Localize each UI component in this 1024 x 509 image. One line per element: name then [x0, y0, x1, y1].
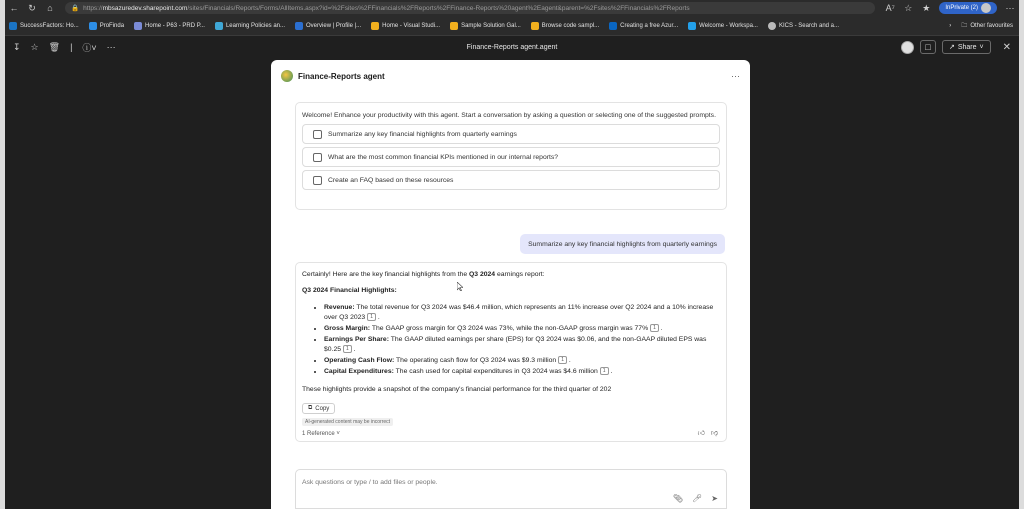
copy-button[interactable]	[302, 403, 335, 414]
inprivate-badge[interactable]	[939, 2, 997, 14]
comment-icon[interactable]: □	[920, 40, 936, 54]
item-term: Earnings Per Share:	[324, 336, 389, 343]
list-item: • Gross Margin: The GAAP gross margin for Q3 2024 was 73%, while the non-GAAP gross margin was 77% 1 .	[324, 324, 720, 334]
url-path: /sites/Financials/Reports/Forms/AllItems.aspx?id=%2Fsites%2FFinancials%2FReports%2FFinance-Reports%20agent%2Eagent&parent=%2Fsites%2FFinancials%2FReports	[187, 4, 690, 12]
favorite-item[interactable]	[215, 22, 285, 30]
profile-avatar-icon	[981, 3, 991, 13]
favorite-item[interactable]	[295, 22, 361, 30]
suggested-prompt[interactable]	[302, 170, 720, 190]
refresh-icon[interactable]: ↻	[28, 2, 36, 13]
citation-marker[interactable]: 1	[367, 313, 376, 321]
favorite-item[interactable]	[89, 22, 124, 30]
favorite-star-icon[interactable]: ☆	[904, 2, 913, 13]
prompt-icon	[313, 153, 322, 162]
item-text: The GAAP gross margin for Q3 2024 was 73%, while the non-GAAP gross margin was 77%	[370, 325, 649, 332]
close-icon[interactable]: ✕	[1002, 41, 1011, 53]
favorite-item[interactable]	[371, 22, 440, 30]
copy-label: Copy	[315, 405, 330, 412]
share-label: Share	[957, 43, 977, 51]
highlights-list	[324, 303, 720, 377]
prompt-label: Summarize any key financial highlights from quarterly earnings	[328, 130, 517, 138]
list-item: • Earnings Per Share: The GAAP diluted earnings per share (EPS) for Q3 2024 was $0.06, and the non-GAAP diluted EPS was $0.25 1 .	[324, 335, 720, 355]
agent-name: Finance-Reports agent	[298, 71, 385, 81]
favorite-item-label: Learning Policies an...	[225, 22, 286, 29]
info-icon[interactable]: ⓘ˅	[82, 42, 97, 53]
suggested-prompt[interactable]	[302, 124, 720, 144]
more-icon[interactable]: ⋯	[106, 41, 116, 52]
intro-suffix: earnings report:	[495, 271, 545, 278]
list-item: • Revenue: The total revenue for Q3 2024 was $46.4 million, which represents an 11% increase over Q2 2024 and a 10% increase over Q3 2023 1 .	[324, 303, 720, 323]
folder-icon: 🗀	[961, 22, 968, 29]
favorite-item-label: Home - P63 - PRD P...	[145, 22, 205, 29]
item-text: The total revenue for Q3 2024 was $46.4 million, which represents an 11% increase over Q2 2024 and a 10% increase over Q3 2023	[324, 304, 714, 321]
favorite-item-label: SuccessFactors: Ho...	[20, 22, 79, 29]
favorite-item-icon	[531, 22, 539, 30]
list-item: • Operating Cash Flow: The operating cash flow for Q3 2024 was $9.3 million 1 .	[324, 356, 720, 366]
response-closing: These highlights provide a snapshot of the company's financial performance for the third quarter of 202	[302, 386, 612, 393]
agent-panel	[271, 60, 750, 509]
favorite-item-label: Home - Visual Studi...	[382, 22, 441, 29]
references-label: 1 Reference	[302, 431, 335, 437]
inprivate-label: InPrivate (2)	[945, 5, 978, 11]
favorites-bar	[5, 16, 1019, 36]
url-field[interactable]	[65, 2, 875, 14]
send-icon[interactable]: ➤	[711, 494, 718, 503]
favorite-item-label: Welcome - Workspa...	[699, 22, 758, 29]
chevron-down-icon: ˅	[336, 431, 340, 437]
intro-text: Certainly! Here are the key financial highlights from the	[302, 271, 469, 278]
item-term: Gross Margin:	[324, 325, 371, 332]
favorite-item[interactable]	[9, 22, 79, 30]
favorite-item-label: Browse code sampl...	[541, 22, 600, 29]
other-favourites-label: Other favourites	[970, 22, 1013, 29]
document-title: Finance-Reports agent.agent	[466, 43, 558, 51]
read-aloud-icon[interactable]: A⁷	[885, 3, 895, 13]
url-prefix: https://	[83, 4, 103, 12]
favorites-icon[interactable]: ★	[922, 2, 931, 13]
citation-marker[interactable]: 1	[343, 345, 352, 353]
favorite-item-icon	[89, 22, 97, 30]
thumbs-up-icon[interactable]: 👍︎	[697, 430, 705, 437]
list-item: • Capital Expenditures: The cash used for capital expenditures in Q3 2024 was $4.6 million 1 .	[324, 367, 720, 377]
favorite-item-label: ProFinda	[99, 22, 125, 29]
prompt-icon	[313, 130, 322, 139]
favorite-item[interactable]	[450, 22, 521, 30]
share-button[interactable]	[942, 40, 991, 54]
item-term: Revenue:	[324, 304, 355, 311]
home-icon[interactable]: ⌂	[47, 3, 53, 13]
globe-icon	[768, 22, 776, 30]
favorite-item-icon	[295, 22, 303, 30]
response-intro	[302, 270, 720, 280]
chat-input[interactable]	[302, 479, 720, 486]
back-icon[interactable]: ←	[9, 3, 19, 13]
favorite-item[interactable]	[134, 22, 205, 30]
favorite-item-label: KICS - Search and a...	[778, 22, 839, 29]
share-icon: ↗	[948, 44, 955, 51]
references-toggle[interactable]	[302, 431, 720, 437]
ai-disclaimer: AI-generated content may be incorrect	[302, 418, 393, 426]
favorite-item-icon	[9, 22, 17, 30]
favorite-item-icon	[215, 22, 223, 30]
url-host: mbsazuredev.sharepoint.com	[102, 4, 188, 12]
viewer-toolbar	[5, 36, 1019, 58]
favorite-icon[interactable]: ☆	[30, 41, 39, 52]
favorite-item-label: Sample Solution Gal...	[461, 22, 521, 29]
download-icon[interactable]: ↧	[13, 41, 21, 52]
prompt-label: Create an FAQ based on these resources	[328, 176, 454, 184]
browser-menu-icon[interactable]: ⋯	[1005, 2, 1015, 13]
more-options-icon[interactable]: ⋯	[731, 70, 740, 81]
microphone-icon[interactable]: 🎤︎	[692, 494, 703, 503]
favorite-item[interactable]	[531, 22, 599, 30]
citation-marker[interactable]: 1	[600, 367, 609, 375]
attach-icon[interactable]: 📎︎	[672, 494, 684, 503]
user-avatar[interactable]	[901, 41, 914, 54]
favorite-item-icon	[450, 22, 458, 30]
prompt-label: What are the most common financial KPIs mentioned in our internal reports?	[328, 153, 559, 161]
chevron-right-icon[interactable]: ›	[949, 22, 952, 29]
welcome-text: Welcome! Enhance your productivity with this agent. Start a conversation by asking a question or selecting one of the suggested prompts.	[302, 112, 716, 119]
prompt-icon	[313, 176, 322, 185]
favorite-item[interactable]	[688, 22, 758, 30]
user-message: Summarize any key financial highlights from quarterly earnings	[520, 234, 725, 254]
intro-quarter: Q3 2024	[468, 271, 496, 278]
welcome-card	[295, 102, 727, 210]
item-text: The cash used for capital expenditures in Q3 2024 was $4.6 million	[393, 368, 598, 375]
item-text: The operating cash flow for Q3 2024 was $9.3 million	[394, 357, 557, 364]
citation-marker[interactable]: 1	[650, 324, 659, 332]
favorite-item[interactable]	[768, 22, 839, 30]
address-bar-row	[5, 0, 1019, 16]
item-term: Operating Cash Flow:	[324, 357, 395, 364]
item-text: The GAAP diluted earnings per share (EPS) for Q3 2024 was $0.06, and the non-GAAP diluted EPS was $0.25	[324, 336, 707, 353]
agent-header	[271, 60, 750, 92]
citation-marker[interactable]: 1	[558, 356, 567, 364]
delete-icon[interactable]: 🗑	[48, 41, 61, 52]
thumbs-down-icon[interactable]: 👎︎	[710, 430, 718, 437]
favorite-item-icon	[609, 22, 617, 30]
chevron-down-icon: ˅	[979, 43, 984, 51]
suggested-prompt[interactable]	[302, 147, 720, 167]
feedback-buttons	[698, 428, 718, 437]
favorite-item-label: Creating a free Azur...	[620, 22, 679, 29]
favorite-item-icon	[688, 22, 696, 30]
item-term: Capital Expenditures:	[324, 368, 394, 375]
divider-icon: |	[70, 42, 73, 52]
mouse-cursor-icon	[457, 282, 463, 291]
copy-icon: ⧉	[308, 405, 313, 411]
favorite-item-icon	[371, 22, 379, 30]
favorite-item-label: Overview | Profile |...	[306, 22, 362, 29]
lock-icon: 🔒	[71, 5, 80, 12]
agent-logo-icon	[281, 70, 293, 82]
response-subhead: Q3 2024 Financial Highlights:	[302, 287, 397, 294]
agent-response	[295, 262, 727, 442]
compose-box	[295, 469, 727, 509]
favorite-item[interactable]	[609, 22, 678, 30]
favorite-item-icon	[134, 22, 142, 30]
other-favourites[interactable]	[961, 21, 1013, 31]
